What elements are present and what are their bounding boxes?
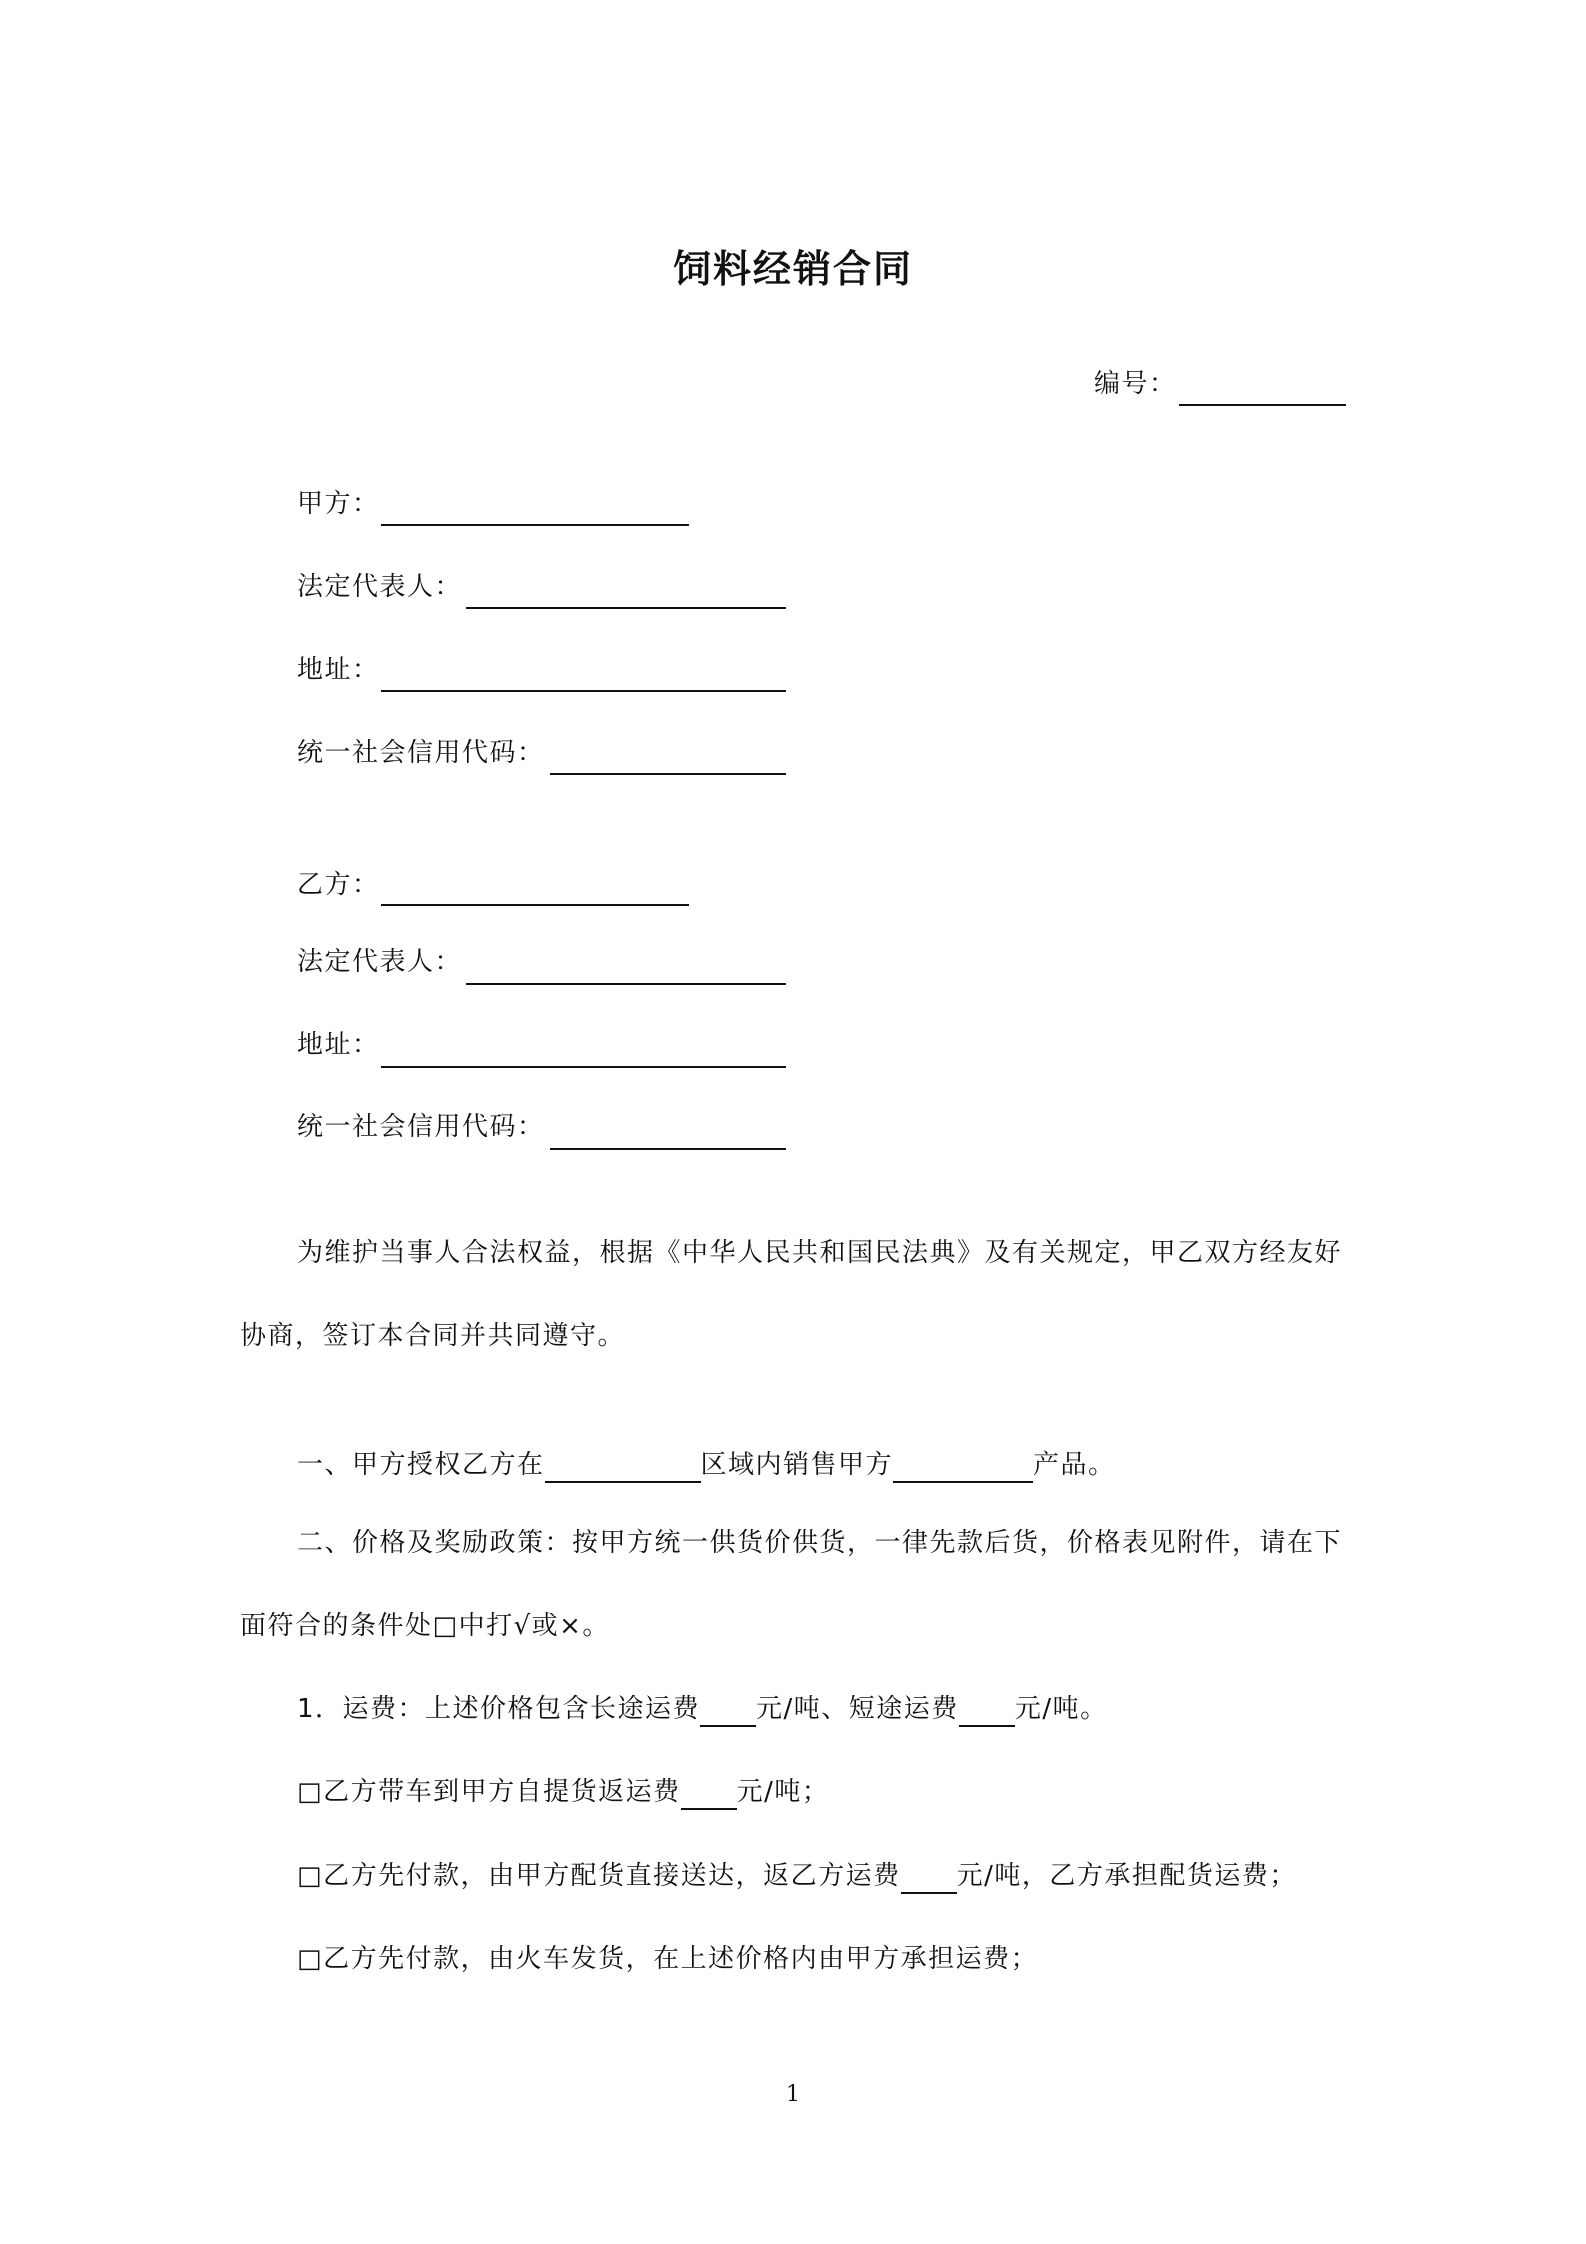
preamble-line-1: 为维护当事人合法权益，根据《中华人民共和国民法典》及有关规定，甲乙双方经友好 xyxy=(297,1238,1343,1268)
party-a-rep-label: 法定代表人： xyxy=(297,572,463,602)
freight-clause xyxy=(297,1691,1108,1727)
option-1-text-b: 元/吨； xyxy=(736,1777,830,1807)
option-self-pickup xyxy=(297,1774,829,1810)
clause-1-text-c: 产品。 xyxy=(1033,1450,1116,1480)
document-title: 饲料经销合同 xyxy=(672,247,913,291)
contract-number-blank xyxy=(1179,404,1346,406)
party-a-address-blank xyxy=(381,690,786,692)
product-blank xyxy=(893,1451,1033,1483)
delivery-refund-blank xyxy=(901,1862,957,1894)
option-2-text-a: □乙方先付款，由甲方配货直接送达，返乙方运费 xyxy=(297,1861,901,1891)
contract-number-label: 编号： xyxy=(1094,369,1177,399)
preamble-line-2: 协商，签订本合同并共同遵守。 xyxy=(240,1321,626,1351)
party-b-credit-blank xyxy=(550,1148,786,1150)
party-b-credit-label: 统一社会信用代码： xyxy=(297,1112,545,1142)
party-b-blank xyxy=(381,904,689,906)
freight-text-a: 1．运费：上述价格包含长途运费 xyxy=(297,1694,701,1724)
party-a-credit-label: 统一社会信用代码： xyxy=(297,738,545,768)
clause-2-line-1: 二、价格及奖励政策：按甲方统一供货价供货，一律先款后货，价格表见附件，请在下 xyxy=(297,1528,1343,1558)
party-a-rep-blank xyxy=(466,607,786,609)
party-b-address-label: 地址： xyxy=(297,1030,380,1060)
option-direct-delivery xyxy=(297,1858,1297,1894)
option-1-text-a: □乙方带车到甲方自提货返运费 xyxy=(297,1777,681,1807)
region-blank xyxy=(545,1451,701,1483)
option-2-text-b: 元/吨，乙方承担配货运费； xyxy=(956,1861,1297,1891)
option-rail-shipment: □乙方先付款，由火车发货，在上述价格内由甲方承担运费； xyxy=(297,1944,1039,1974)
clause-2-line-2: 面符合的条件处□中打√或×。 xyxy=(240,1611,610,1641)
clause-1-text-a: 一、甲方授权乙方在 xyxy=(297,1450,545,1480)
clause-1 xyxy=(297,1447,1116,1483)
short-distance-freight-blank xyxy=(959,1695,1015,1727)
self-pickup-refund-blank xyxy=(681,1778,737,1810)
party-a-credit-blank xyxy=(550,773,786,775)
clause-1-text-b: 区域内销售甲方 xyxy=(700,1450,894,1480)
party-b-rep-blank xyxy=(466,983,786,985)
party-a-label: 甲方： xyxy=(297,489,380,519)
page-number: 1 xyxy=(786,2082,800,2107)
freight-text-b: 元/吨、短途运费 xyxy=(756,1694,959,1724)
party-b-label: 乙方： xyxy=(297,870,380,900)
party-a-blank xyxy=(381,524,689,526)
party-b-address-blank xyxy=(381,1066,786,1068)
freight-text-c: 元/吨。 xyxy=(1014,1694,1108,1724)
party-b-rep-label: 法定代表人： xyxy=(297,947,463,977)
long-distance-freight-blank xyxy=(700,1695,756,1727)
party-a-address-label: 地址： xyxy=(297,655,380,685)
